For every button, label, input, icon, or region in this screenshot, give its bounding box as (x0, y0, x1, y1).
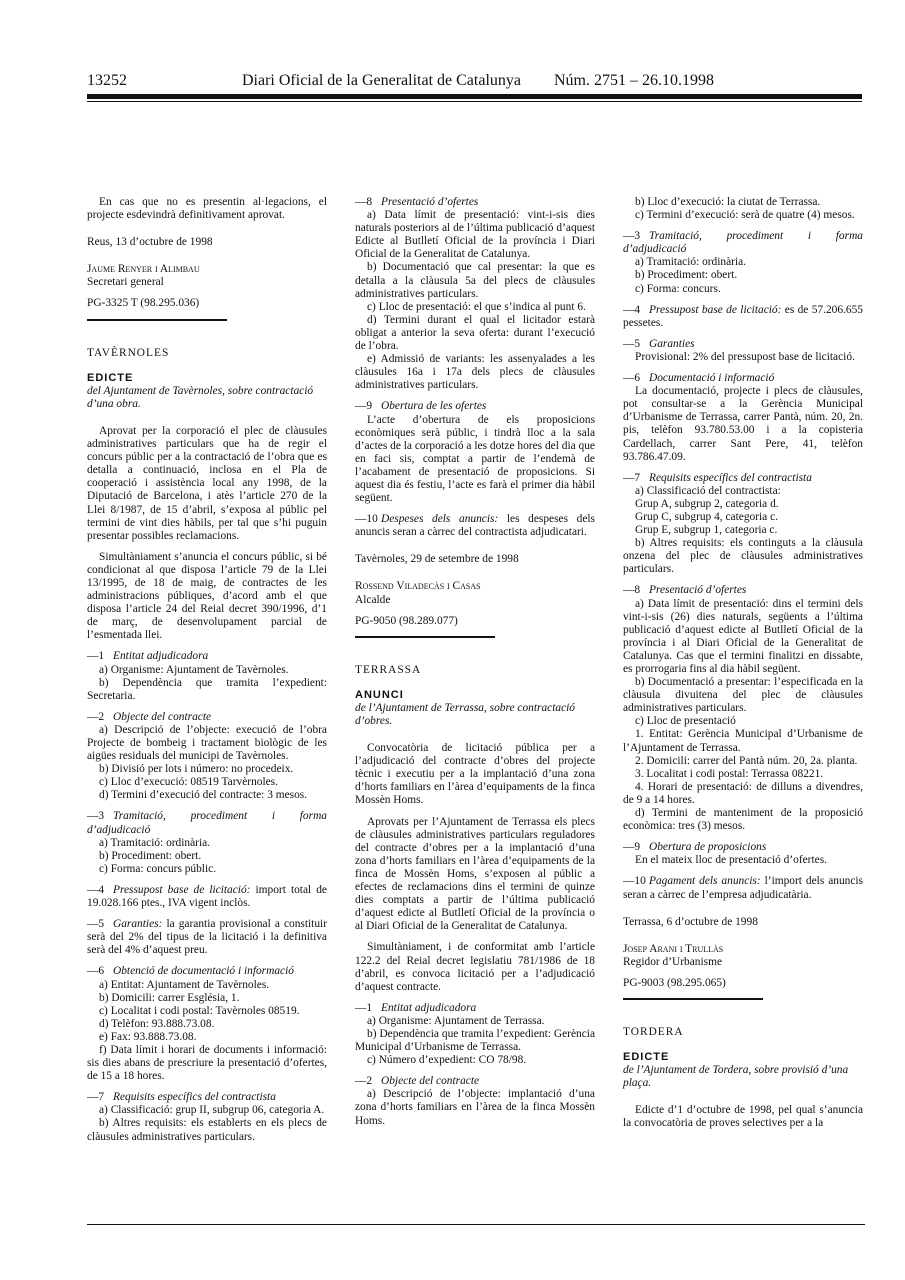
list-item: a) Entitat: Ajuntament de Tavèrnoles. (99, 978, 270, 991)
list-item: b) Dependència que tramita l’expedient: Gerència Municipal d’Urbanisme de Terrassa. (355, 1027, 595, 1054)
paragraph: Edicte d’1 d’octubre de 1998, pel qual s’anuncia la convocatòria de proves selectives per a la (623, 1104, 863, 1130)
section-heading: —10 Pagament dels anuncis: l’import dels anuncis seran a càrrec de l’empresa adjudicatària. (623, 875, 863, 901)
section-heading: —6 Obtenció de documentació i informació (87, 965, 294, 978)
section-heading: —7 Requisits específics del contractista (87, 1091, 276, 1104)
list-item: c) Lloc de presentació (635, 715, 736, 728)
list-item: c) Lloc d’execució: 08519 Tarvèrnoles. (99, 776, 278, 789)
section-heading: —4 Pressupost base de licitació: es de 57.206.655 pessetes. (623, 303, 863, 329)
paragraph: Aprovat per la corporació el plec de clàusules administratives particulars que ha de regir el concurs públic per a la contractació de l’obra que es detalla a continuació, inclosa en el Pla de cooperació i assistència local any 1998, de la Diputació de Barcelona, i atès l’article 270 de la Llei 8/1987, de 15 d’abril, s’exposa al públic pel termini de vint dies hàbils, per tal que s’hi puguin presentar possibles reclamacions. (87, 424, 327, 542)
notice-type: ANUNCI (355, 688, 404, 701)
list-item: b) Lloc d’execució: la ciutat de Terrassa. (635, 196, 821, 208)
header-rule-thin (87, 101, 862, 102)
signatory-name: Josep Arani i Trullàs (623, 942, 724, 955)
list-item: c) Termini d’execució: serà de quatre (4) mesos. (635, 209, 855, 222)
section-heading: —10 Despeses dels anuncis: les despeses dels anuncis seran a càrrec del contractista adjudicatari. (355, 513, 595, 539)
section-place: TORDERA (623, 1025, 684, 1038)
journal-title: Diari Oficial de la Generalitat de Catalunya (242, 72, 521, 89)
list-item: a) Organisme: Ajuntament de Terrassa. (367, 1014, 545, 1027)
dateline: Terrassa, 6 d’octubre de 1998 (623, 915, 758, 928)
section-heading: —2 Objecte del contracte (87, 710, 212, 723)
list-item: 2. Domicili: carrer del Pantà núm. 20, 2a. planta. (635, 754, 858, 767)
section-heading: —8 Presentació d’ofertes (355, 196, 479, 208)
list-item: d) Telèfon: 93.888.73.08. (99, 1017, 215, 1030)
column-1 (87, 196, 327, 1144)
list-item: a) Data límit de presentació: dins el termini dels vint-i-sis (26) dies naturals, següents a l’última publicació d’aquest edicte al Butlletí Oficial de la província i al Diari Oficial de la Generalitat de Catalunya. Cas que el termini finalitzi en dissabte, es prorrogaria fins al dia hàbil següent. (623, 597, 863, 675)
list-item: a) Classificació del contractista: (635, 484, 781, 497)
paragraph: Convocatòria de licitació pública per a l’adjudicació del contracte d’obres del projecte tècnic i executiu per a la implantació d’una zona d’horts familiars en l’àrea d’equipaments de la finca Mossèn Homs. (355, 742, 595, 807)
list-item: c) Número d’expedient: CO 78/98. (367, 1054, 527, 1067)
list-item: b) Dependència que tramita l’expedient: Secretaria. (87, 676, 327, 702)
column-2 (355, 196, 595, 1128)
list-item: d) Termini d’execució del contracte: 3 mesos. (99, 789, 308, 802)
separator-rule (623, 998, 763, 1000)
section-heading: —3 Tramitació, procediment i forma d’adjudicació (87, 810, 327, 836)
list-item: d) Termini durant el qual el licitador estarà obligat a anterior la seva oferta: durant l’execució de l’obra. (355, 313, 595, 353)
reference-code: PG-9050 (98.289.077) (355, 614, 458, 627)
paragraph: Simultàniament s’anuncia el concurs públic, si bé condicionat al que disposa l’article 79 de la Llei 13/1995, de 18 de maig, de contractes de les administracions públiques, d’acord amb el que disposa l’article 24 del Reial decret 390/1996, d’1 de març, de desenvolupament parcial de l’esmentada llei. (87, 550, 327, 642)
section-heading: —1 Entitat adjudicadora (355, 1001, 477, 1014)
separator-rule (355, 636, 495, 638)
list-item: 3. Localitat i codi postal: Terrassa 08221. (635, 767, 824, 780)
section-heading: —8 Presentació d’ofertes (623, 584, 747, 597)
signatory-name: Jaume Renyer i Alimbau (87, 263, 200, 276)
dateline: Tavèrnoles, 29 de setembre de 1998 (355, 553, 519, 566)
list-item: Grup E, subgrup 1, categoria c. (635, 524, 778, 537)
list-item: c) Forma: concurs. (635, 282, 721, 295)
list-item: f) Data límit i horari de documents i informació: sis dies abans de prescriure la presentació d’ofertes, de 15 a 18 hores. (87, 1043, 327, 1083)
list-item: a) Descripció de l’objecte: implantació d’una zona d’horts familiars en l’àrea de la finca Mossèn Homs. (355, 1088, 595, 1127)
list-item: a) Tramitació: ordinària. (635, 256, 747, 269)
page-number: 13252 (87, 72, 127, 89)
section-heading: —2 Objecte del contracte (355, 1075, 480, 1088)
section-heading: —6 Documentació i informació (623, 372, 775, 385)
list-item: b) Documentació a presentar: l’especificada en la clàusula divuitena del plec de clàusules administratives particulars. (623, 676, 863, 715)
list-item: a) Descripció de l’objecte: execució de l’obra Projecte de bombeig i tractament biològic de les aigües residuals del municipi de Tavèrnoles. (87, 723, 327, 763)
section-heading: —4 Pressupost base de licitació: import total de 19.028.166 ptes., IVA vigent inclòs. (87, 883, 327, 910)
list-item: e) Fax: 93.888.73.08. (99, 1030, 197, 1043)
list-item: En el mateix lloc de presentació d’ofertes. (635, 854, 827, 867)
notice-type: EDICTE (87, 371, 134, 384)
list-item: a) Organisme: Ajuntament de Tavèrnoles. (99, 663, 289, 676)
paragraph: Simultàniament, i de conformitat amb l’article 122.2 del Reial decret legislatiu 781/1986 de 18 d’abril, es convoca licitació per a l’adjudicació d’aquest contracte. (355, 941, 595, 993)
reference-code: PG-9003 (98.295.065) (623, 976, 726, 989)
list-item: d) Termini de manteniment de la proposició econòmica: tres (3) mesos. (623, 807, 863, 833)
list-item: c) Localitat i codi postal: Tavèrnoles 08519. (99, 1004, 300, 1017)
list-item: b) Domicili: carrer Església, 1. (99, 991, 240, 1004)
list-item: e) Admissió de variants: les assenyalades a les clàusules 16a i 17a dels plecs de clàusules administratives particulars. (355, 353, 595, 392)
section-heading: —9 Obertura de les ofertes (355, 400, 487, 413)
section-place: TERRASSA (355, 663, 422, 676)
signatory-name: Rossend Viladecàs i Casas (355, 580, 481, 593)
paragraph: En cas que no es presentin al·legacions, el projecte esdevindrà definitivament aprovat. (87, 196, 327, 222)
section-place: TAVÈRNOLES (87, 346, 170, 359)
list-item: c) Forma: concurs públic. (99, 862, 217, 875)
section-heading: —5 Garanties (623, 337, 695, 350)
list-item: b) Altres requisits: els establerts en els plecs de clàusules administratives particulars. (87, 1117, 327, 1143)
signatory-title: Regidor d’Urbanisme (623, 955, 723, 968)
separator-rule (87, 319, 227, 321)
notice-subtitle: de l’Ajuntament de Terrassa, sobre contractació d’obres. (355, 701, 575, 727)
list-item: b) Altres requisits: els continguts a la clàusula onzena del plec de clàusules administratives particulars. (623, 537, 863, 576)
paragraph: La documentació, projecte i plecs de clàusules, pot consultar-se a la Gerència Municipal d’Urbanisme de Terrassa, carrer Pantà, núm. 20, 2n. pis, telèfon 93.780.53.00 i a la copisteria Cardellach, carrer Sant Pere, 41, telèfon 93.786.47.09. (623, 385, 863, 463)
list-item: Grup C, subgrup 4, categoria c. (635, 510, 778, 523)
list-item: b) Documentació que cal presentar: la que es detalla a la clàusula 5a del plecs de clàusules administratives particulars. (355, 261, 595, 300)
signatory-title: Alcalde (355, 593, 391, 606)
header-rule-thick (87, 94, 862, 99)
list-item: b) Divisió per lots i número: no procedeix. (99, 763, 294, 776)
section-heading: —1 Entitat adjudicadora (87, 650, 209, 663)
signatory-title: Secretari general (87, 276, 164, 289)
reference-code: PG-3325 T (98.295.036) (87, 297, 200, 310)
list-item: c) Lloc de presentació: el que s’indica al punt 6. (367, 300, 586, 313)
list-item: b) Procediment: obert. (635, 269, 738, 282)
notice-type: EDICTE (623, 1051, 670, 1064)
paragraph: L’acte d’obertura de els proposicions econòmiques serà públic, i tindrà lloc a la sala d’actes de la corporació a les dotze hores del dia que en faci sis, comptat a partir de l’endemà de l’acabament de presentació de proposicions. Si aquest dia és festiu, l’acte es farà el primer dia hàbil següent. (355, 413, 595, 505)
list-item: a) Tramitació: ordinària. (99, 836, 211, 849)
list-item: a) Classificació: grup II, subgrup 06, categoria A. (99, 1104, 325, 1117)
list-item: a) Data límit de presentació: vint-i-sis dies naturals posteriors al de l’última publicació d’aquest Edicte al Butlletí Oficial de la província i Diari Oficial de la Generalitat de Catalunya. (355, 209, 595, 261)
notice-subtitle: del Ajuntament de Tavèrnoles, sobre contractació d’una obra. (87, 384, 314, 410)
notice-subtitle: de l’Ajuntament de Tordera, sobre provisió d’una plaça. (623, 1064, 849, 1090)
issue-number: Núm. 2751 – 26.10.1998 (554, 72, 714, 89)
paragraph: Aprovats per l’Ajuntament de Terrassa els plecs de clàusules administratives particulars reguladores del contracte d’obres per a la implantació d’una zona d’horts familiars en l’àrea d’equipaments de la finca de Mossèn Homs, s’exposen al públic a efectes de reclamacions dins el termini de quinze dies comptats a partir de l’última publicació d’aquest edicte al Butlletí Oficial de la província o al Diari Oficial de la Generalitat de Catalunya. (355, 815, 595, 933)
list-item: b) Procediment: obert. (99, 849, 202, 862)
section-heading: —9 Obertura de proposicions (623, 841, 767, 854)
list-item: 1. Entitat: Gerència Municipal d’Urbanisme de l’Ajuntament de Terrassa. (623, 728, 863, 754)
list-item: Grup A, subgrup 2, categoria d. (635, 497, 779, 510)
section-heading: —3 Tramitació, procediment i forma d’adjudicació (623, 230, 863, 256)
list-item: 4. Horari de presentació: de dilluns a divendres, de 9 a 14 hores. (623, 780, 863, 806)
page-header (87, 72, 862, 94)
footer-rule (87, 1224, 865, 1225)
section-heading: —7 Requisits específics del contractista (623, 471, 812, 484)
column-3 (623, 196, 863, 1131)
list-item: Provisional: 2% del pressupost base de licitació. (635, 350, 855, 363)
dateline: Reus, 13 d’octubre de 1998 (87, 236, 213, 249)
section-heading: —5 Garanties: la garantia provisional a constituir serà del 2% del tipus de la licitació i la definitiva serà del 4% d’aquest preu. (87, 918, 327, 957)
